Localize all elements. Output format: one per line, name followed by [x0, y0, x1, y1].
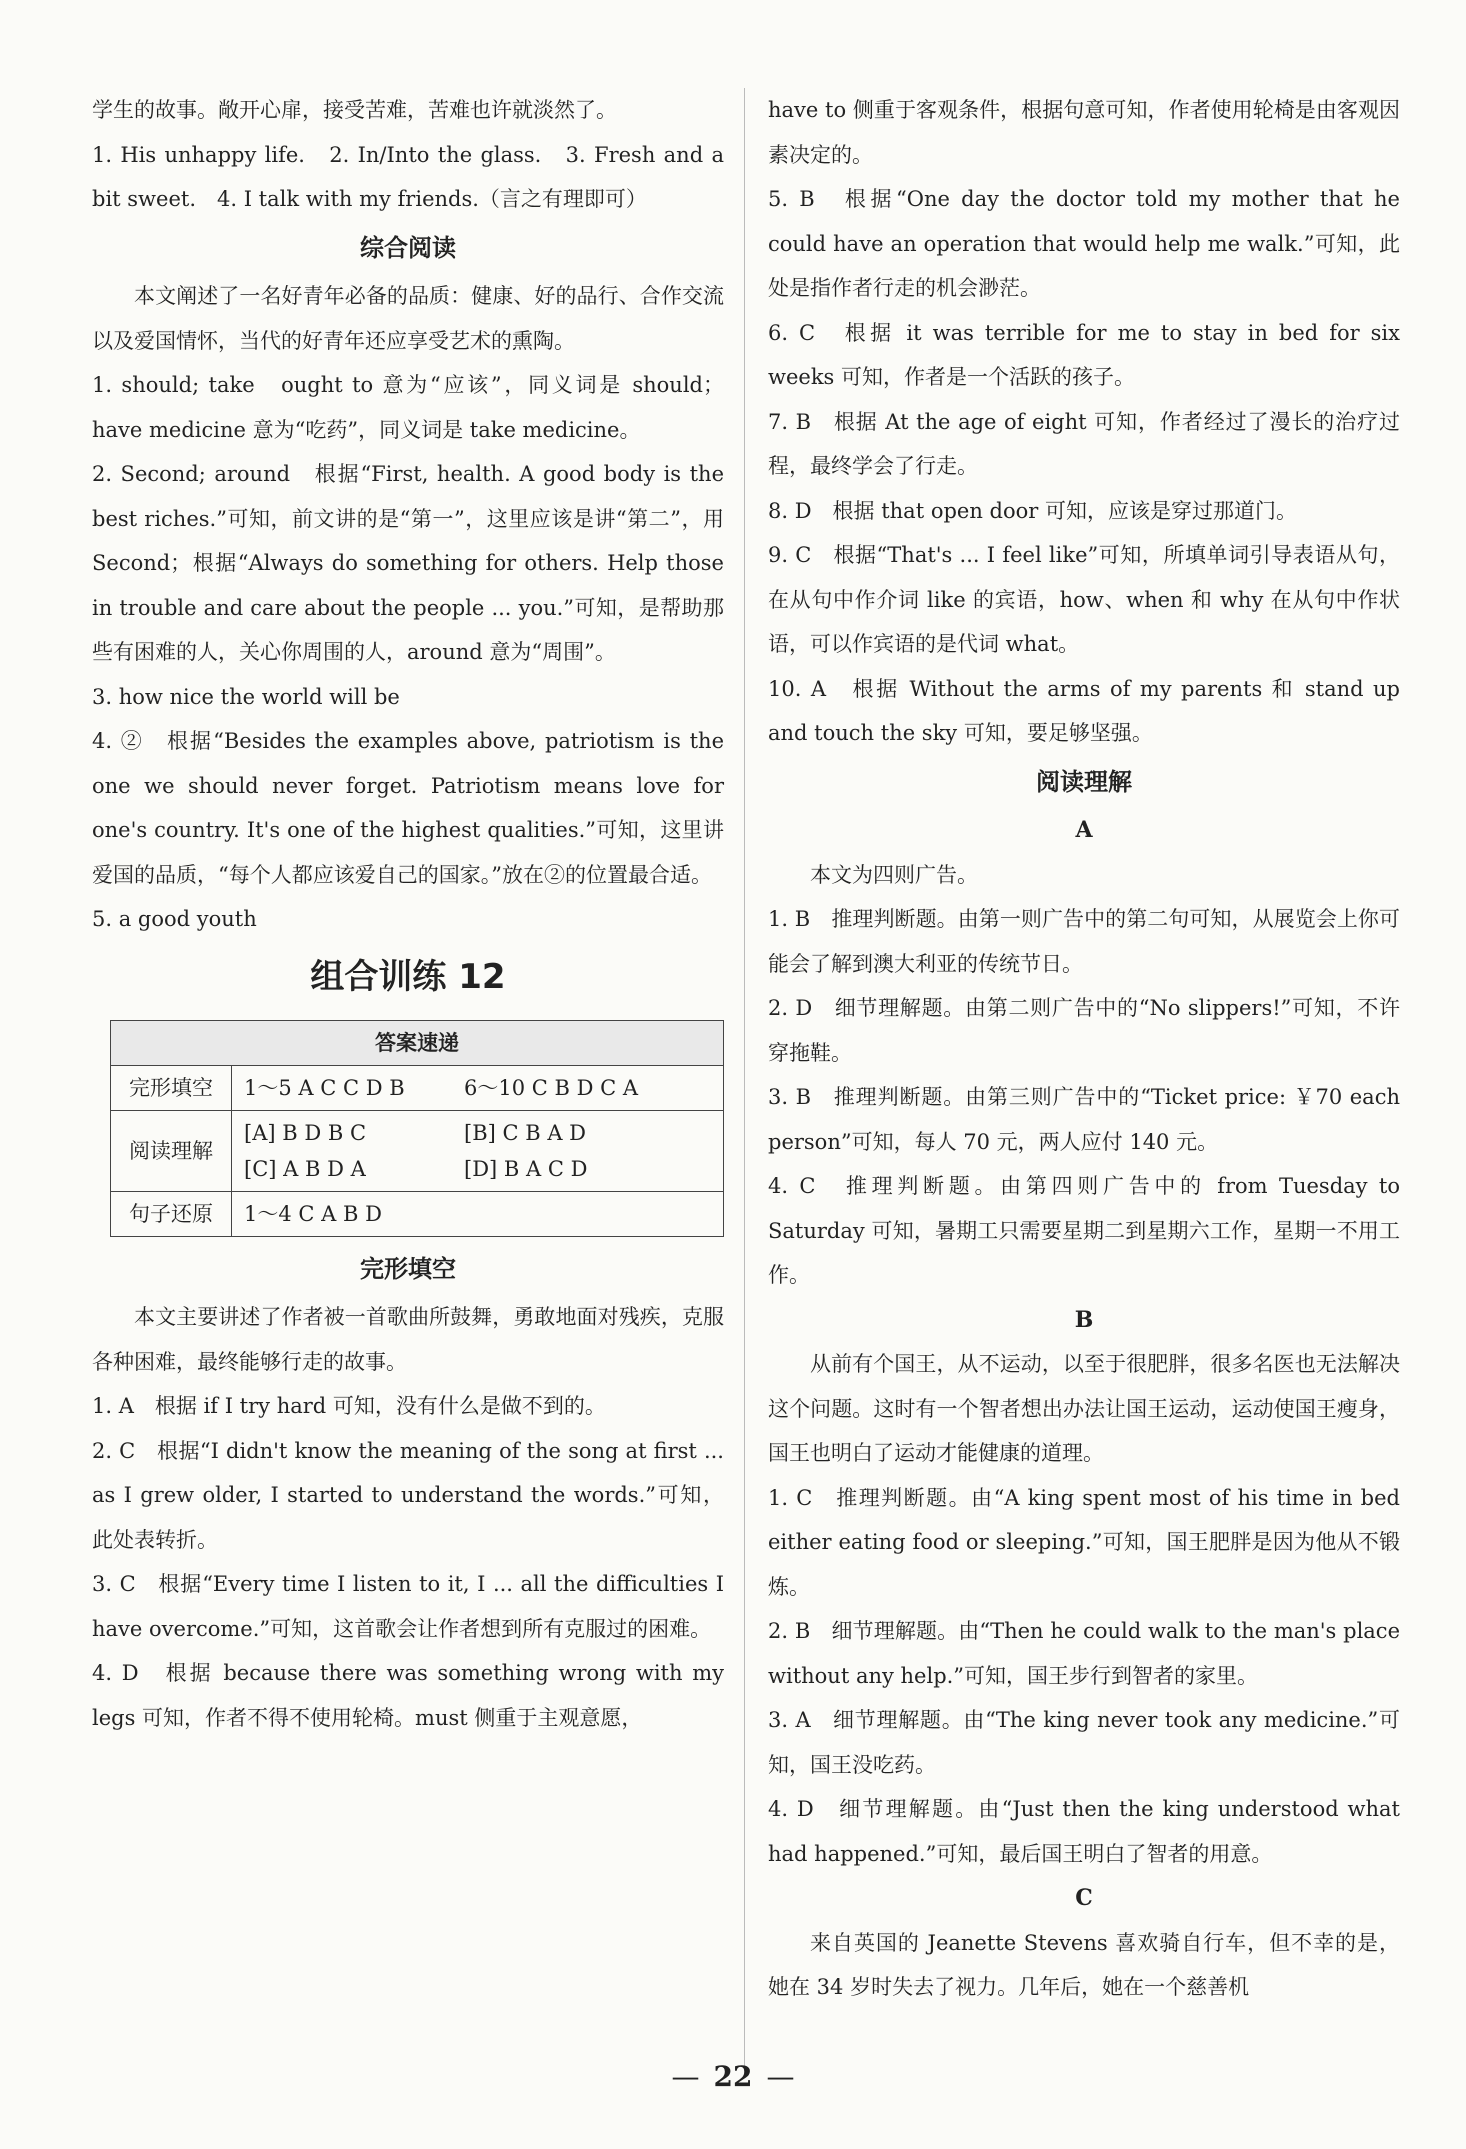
answer-item: 5. B 根据“One day the doctor told my mother that he could have an operation that would help me walk.”可知，此处是指作者行走的机会渺茫。: [768, 187, 1400, 300]
answer-cell: 6～10 C B D C A: [464, 1075, 639, 1100]
answer-item: 2. B 细节理解题。由“Then he could walk to the man's place without any help.”可知，国王步行到智者的家里。: [768, 1619, 1400, 1688]
answer-item: 4. C 推理判断题。由第四则广告中的 from Tuesday to Saturday 可知，暑期工只需要星期二到星期六工作，星期一不用工作。: [768, 1174, 1400, 1287]
left-column: [92, 88, 724, 1740]
answer-item: 3. B 推理判断题。由第三则广告中的“Ticket price: ￥70 each person”可知，每人 70 元，两人应付 140 元。: [768, 1085, 1400, 1154]
answer-item: 1. C 推理判断题。由“A king spent most of his time in bed either eating food or sleeping.”可知，国王肥胖是因为他从不锻炼。: [768, 1485, 1400, 1599]
answers-block: 1. His unhappy life. 2. In/Into the glass. 3. Fresh and a bit sweet. 4. I talk with my friends.（言之有理即可）: [92, 142, 724, 211]
unit-title: 组合训练 12: [310, 956, 506, 997]
intro-text: 学生的故事。敞开心扉，接受苦难，苦难也许就淡然了。: [92, 98, 617, 122]
answer-item: 4. D 根据 because there was something wrong with my legs 可知，作者不得不使用轮椅。must 侧重于主观意愿，: [92, 1661, 724, 1730]
answer-item: 6. C 根据 it was terrible for me to stay in bed for six weeks 可知，作者是一个活跃的孩子。: [768, 320, 1400, 389]
section-title-cloze: 完形填空: [360, 1253, 456, 1283]
subsection-a: A: [1075, 817, 1093, 843]
table-row: [111, 1065, 724, 1110]
answer-cell: [B] C B A D: [464, 1120, 587, 1145]
answer-item: 8. D 根据 that open door 可知，应该是穿过那道门。: [768, 498, 1297, 523]
subsection-b: B: [1074, 1306, 1094, 1333]
table-header: 答案速递: [111, 1020, 724, 1065]
answer-item: 3. C 根据“Every time I listen to it, I ... all the difficulties I have overcome.”可知，这首歌会让作者想到所有克服过的困难。: [92, 1572, 724, 1641]
row-label: 完形填空: [111, 1065, 232, 1110]
table-row: [111, 1191, 724, 1236]
right-column: [768, 88, 1400, 2010]
answer-item-continued: have to 侧重于客观条件，根据句意可知，作者使用轮椅是由客观因素决定的。: [768, 98, 1400, 167]
table-row: [111, 1110, 724, 1191]
answer-item: 7. B 根据 At the age of eight 可知，作者经过了漫长的治疗过程，最终学会了行走。: [768, 409, 1400, 478]
section-summary: 本文主要讲述了作者被一首歌曲所鼓舞，勇敢地面对残疾，克服各种困难，最终能够行走的故事。: [92, 1305, 724, 1374]
answer-item: 1. A 根据 if I try hard 可知，没有什么是做不到的。: [92, 1394, 606, 1418]
answer-item: 9. C 根据“That's ... I feel like”可知，所填单词引导表语从句，在从句中作介词 like 的宾语，how、when 和 why 在从句中作状语，可以作宾语的是代词 what。: [768, 543, 1400, 656]
row-label: 句子还原: [111, 1191, 232, 1236]
answer-item: 3. how nice the world will be: [92, 684, 400, 709]
answer-item: 3. A 细节理解题。由“The king never took any medicine.”可知，国王没吃药。: [768, 1708, 1400, 1777]
answer-item: 2. Second; around 根据“First, health. A good body is the best riches.”可知，前文讲的是“第一”，这里应该是讲“第二”，用 Second；根据“Always do something for others. Help those in trouble and care about the people ... you.”可知，是帮助那些有困难的人，关心你周围的人，around 意为“周围”。: [92, 462, 724, 664]
section-title-comprehensive-reading: 综合阅读: [360, 232, 456, 262]
section-summary: 本文阐述了一名好青年必备的品质：健康、好的品行、合作交流以及爱国情怀，当代的好青年还应享受艺术的熏陶。: [92, 284, 724, 353]
answer-item: 2. D 细节理解题。由第二则广告中的“No slippers!”可知，不许穿拖鞋。: [768, 996, 1400, 1065]
quick-answer-table: [110, 1020, 724, 1237]
answer-item: 1. should; take ought to 意为“应该”，同义词是 should；have medicine 意为“吃药”，同义词是 take medicine。: [92, 373, 724, 442]
answer-cell: [C] A B D A: [244, 1156, 366, 1181]
answer-item: 2. C 根据“I didn't know the meaning of the song at first ... as I grew older, I started to understand the words.”可知，此处表转折。: [92, 1438, 724, 1552]
page-number: — 22 —: [671, 2060, 795, 2093]
answer-item: 10. A 根据 Without the arms of my parents 和 stand up and touch the sky 可知，要足够坚强。: [768, 676, 1400, 745]
answer-item: 1. B 推理判断题。由第一则广告中的第二句可知，从展览会上你可能会了解到澳大利亚的传统节日。: [768, 907, 1400, 976]
answer-cell: 1～4 C A B D: [232, 1191, 724, 1236]
answer-item: 5. a good youth: [92, 907, 257, 931]
answer-item: 4. D 细节理解题。由“Just then the king understood what had happened.”可知，最后国王明白了智者的用意。: [768, 1797, 1400, 1866]
section-summary: 来自英国的 Jeanette Stevens 喜欢骑自行车，但不幸的是，她在 34 岁时失去了视力。几年后，她在一个慈善机: [768, 1930, 1400, 1999]
section-summary: 本文为四则广告。: [810, 862, 978, 887]
answer-cell: 1～5 A C C D B: [244, 1075, 405, 1100]
subsection-c: C: [1075, 1885, 1093, 1911]
section-summary: 从前有个国王，从不运动，以至于很肥胖，很多名医也无法解决这个问题。这时有一个智者想出办法让国王运动，运动使国王瘦身，国王也明白了运动才能健康的道理。: [768, 1352, 1400, 1465]
section-title-reading: 阅读理解: [1036, 766, 1132, 796]
column-divider: [744, 88, 745, 2078]
answer-cell: [A] B D B C: [244, 1120, 367, 1145]
answer-cell: [D] B A C D: [464, 1156, 588, 1181]
row-label: 阅读理解: [111, 1110, 232, 1191]
answer-item: 4. ② 根据“Besides the examples above, patriotism is the one we should never forget. Patriotism means love for one's country. It's one of the highest qualities.”可知，这里讲爱国的品质，“每个人都应该爱自己的国家。”放在②的位置最合适。: [92, 729, 724, 887]
